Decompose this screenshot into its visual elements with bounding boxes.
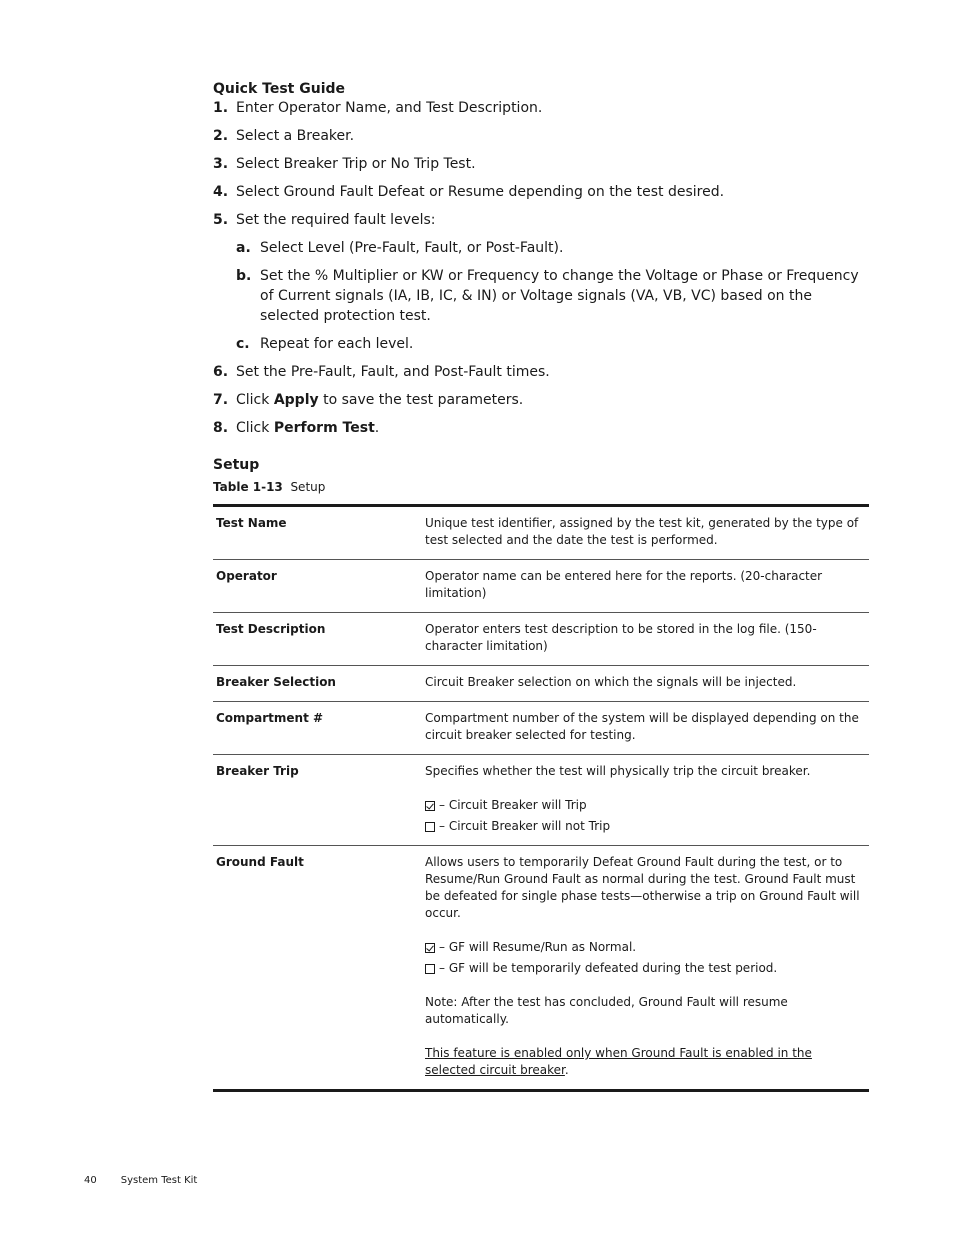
page-content [213, 80, 869, 1092]
table-row: Breaker Selection Circuit Breaker selection on which the signals will be injected. [213, 666, 869, 702]
table-row: Ground Fault Allows users to temporarily Defeat Ground Fault during the test, or to Resume/Run Ground Fault as normal during the test. Ground Fault must be defeated for single phase tests—otherwise a trip on Ground Fault will occur. – GF will Resume/Run as Normal. – GF will be temporarily defeated during the test period. Note: After the test has concluded, Ground Fault will resume automatically. This feature is enabled only when Ground Fault is enabled in the selected circuit breaker. [213, 846, 869, 1091]
checked-box-icon [425, 801, 435, 811]
setup-table [213, 504, 869, 1092]
unchecked-box-icon [425, 964, 435, 974]
table-row: Test Description Operator enters test description to be stored in the log file. (150-character limitation) [213, 613, 869, 666]
list-item: c. Repeat for each level. [236, 336, 414, 352]
page-number: 40 [84, 1175, 97, 1186]
list-item: 5. Set the required fault levels: a. Select Level (Pre-Fault, Fault, or Post-Fault). b. Set the % Multiplier or KW or Frequency to change the Voltage or Phase or Frequency of Current signals (IA, IB, IC, & IN) or Voltage signals (VA, VB, VC) based on the selected protection test. c. Repeat for each level. [213, 210, 869, 354]
table-row: Breaker Trip Specifies whether the test will physically trip the circuit breaker. – Circuit Breaker will Trip – Circuit Breaker will not Trip [213, 755, 869, 846]
setup-heading: Setup [213, 457, 260, 473]
perform-test-label: Perform Test [273, 420, 375, 436]
gf-unchecked-option: – GF will be temporarily defeated during the test period. [425, 960, 866, 977]
list-item: b. Set the % Multiplier or KW or Frequency to change the Voltage or Phase or Frequency of Current signals (IA, IB, IC, & IN) or Voltage signals (VA, VB, VC) based on the selected protection test. [236, 268, 859, 324]
quick-test-steps [213, 98, 869, 438]
doc-title: System Test Kit [120, 1175, 198, 1186]
page-footer [84, 1175, 197, 1186]
fault-level-substeps [236, 238, 869, 354]
gf-note: Note: After the test has concluded, Ground Fault will resume automatically. [425, 995, 788, 1026]
list-item: 6. Set the Pre-Fault, Fault, and Post-Fault times. [213, 364, 550, 380]
list-item: 1. Enter Operator Name, and Test Description. [213, 100, 543, 116]
trip-unchecked-option: – Circuit Breaker will not Trip [425, 818, 866, 835]
apply-label: Apply [273, 392, 319, 408]
list-item: 3. Select Breaker Trip or No Trip Test. [213, 156, 476, 172]
list-item: a. Select Level (Pre-Fault, Fault, or Post-Fault). [236, 240, 564, 256]
gf-checked-option: – GF will Resume/Run as Normal. [425, 939, 866, 956]
table-row: Compartment # Compartment number of the system will be displayed depending on the circuit breaker selected for testing. [213, 702, 869, 755]
checked-box-icon [425, 943, 435, 953]
quick-test-guide-heading: Quick Test Guide [213, 81, 346, 97]
trip-checked-option: – Circuit Breaker will Trip [425, 797, 866, 814]
table-row: Test Name Unique test identifier, assigned by the test kit, generated by the type of test selected and the date the test is performed. [216, 516, 859, 547]
table-row: Operator Operator name can be entered here for the reports. (20-character limitation) [213, 560, 869, 613]
gf-feature-note: This feature is enabled only when Ground Fault is enabled in the selected circuit breaker [425, 1046, 812, 1077]
table-caption: Table 1-13 Setup [213, 480, 326, 494]
list-item: 8. Click Perform Test. [213, 420, 380, 436]
list-item: 7. Click Apply to save the test parameters. [213, 392, 524, 408]
unchecked-box-icon [425, 822, 435, 832]
list-item: 4. Select Ground Fault Defeat or Resume depending on the test desired. [213, 184, 725, 200]
list-item: 2. Select a Breaker. [213, 128, 355, 144]
